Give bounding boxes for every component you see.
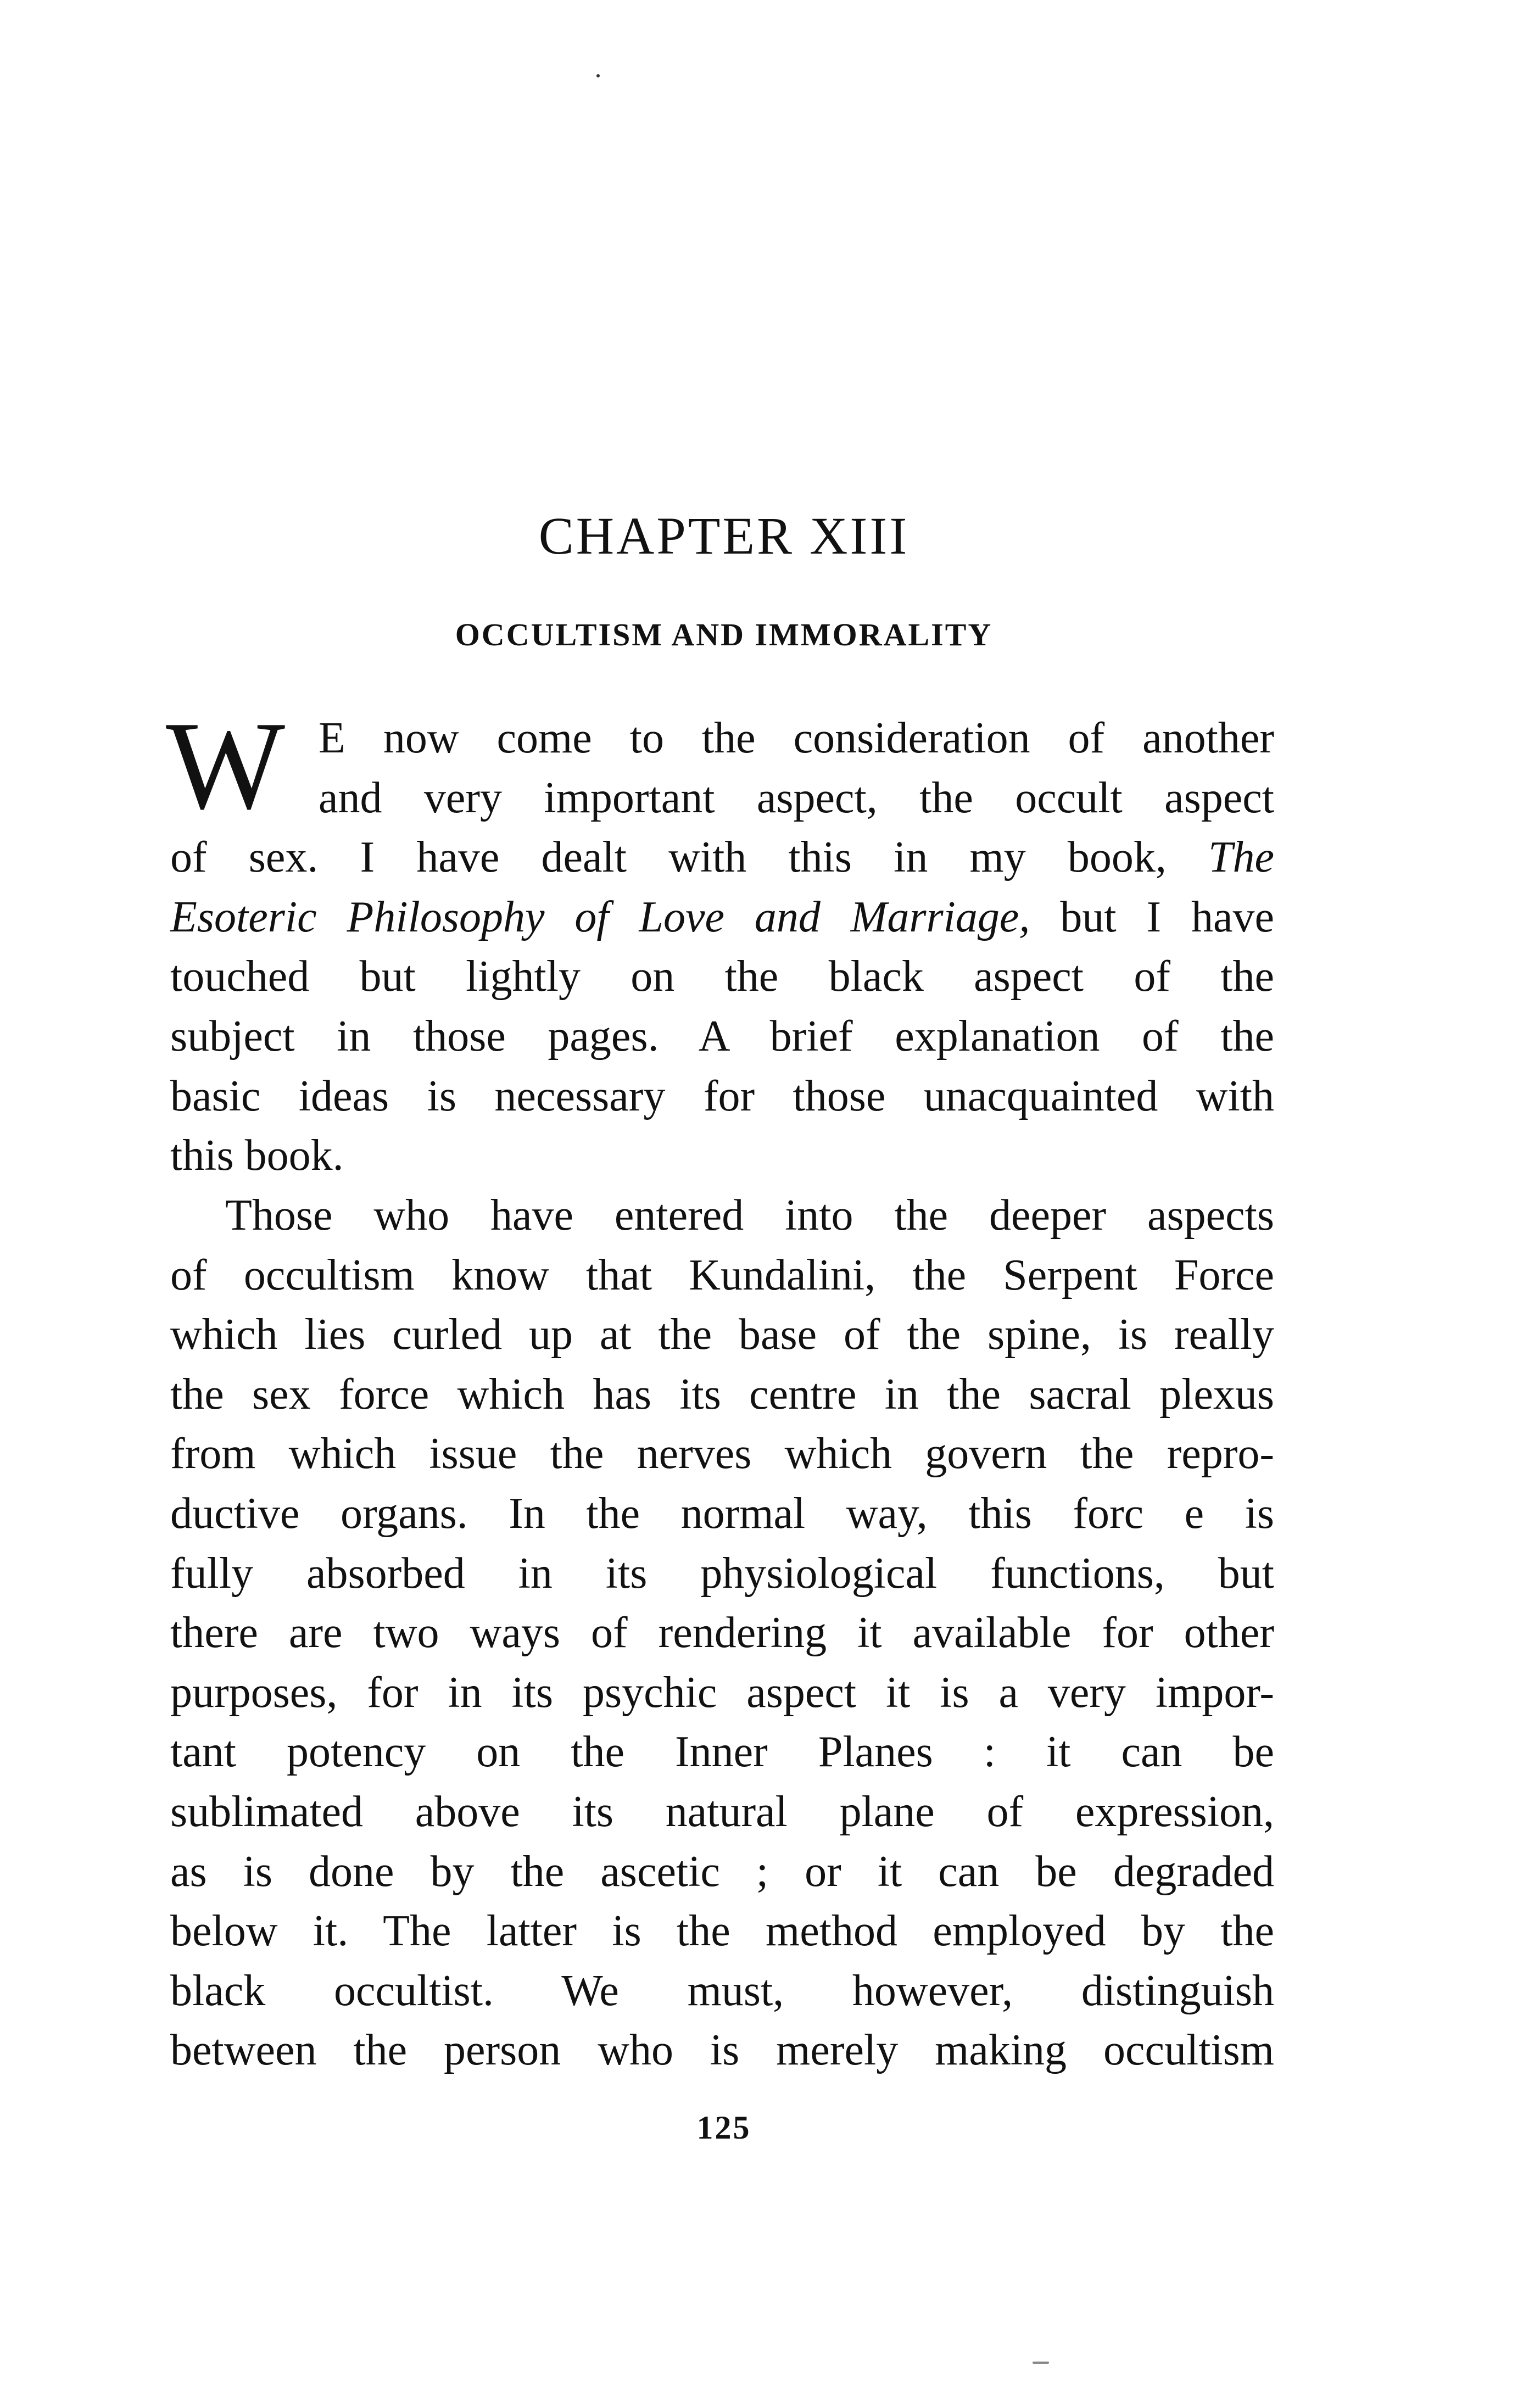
text-line: fully absorbed in its physiological functions, but — [170, 1549, 1274, 1598]
text-line: as is done by the ascetic ; or it can be degraded — [170, 1847, 1274, 1896]
text-line: ductive organs. In the normal way, this forc e is — [170, 1489, 1274, 1538]
text-line: Those who have entered into the deeper aspects — [225, 1191, 1274, 1240]
text-line: sublimated above its natural plane of expression, — [170, 1787, 1274, 1836]
text-line: the sex force which has its centre in the sacral plexus — [170, 1370, 1274, 1419]
chapter-subtitle: OCCULTISM AND IMMORALITY — [455, 617, 993, 652]
page-number: 125 — [696, 2109, 751, 2146]
print-speck — [1033, 2362, 1049, 2364]
paragraph-1 — [166, 695, 1275, 1186]
text-line: tant potency on the Inner Planes : it can be — [170, 1728, 1274, 1777]
text-line: this book. — [170, 1131, 344, 1180]
text-line: which lies curled up at the base of the spine, is really — [170, 1310, 1274, 1359]
text-line: purposes, for in its psychic aspect it is a very impor- — [170, 1668, 1274, 1717]
text-line: between the person who is merely making occultism — [170, 2026, 1274, 2075]
text-line: basic ideas is necessary for those unacquainted with — [170, 1071, 1274, 1120]
text-line: from which issue the nerves which govern the repro- — [170, 1430, 1274, 1478]
text-line — [170, 828, 1274, 888]
text-line — [170, 888, 1274, 947]
book-title-italic: Esoteric Philosophy of Love and Marriage, — [170, 892, 1030, 941]
text-line: black occultist. We must, however, distinguish — [170, 1966, 1274, 2015]
drop-cap: W — [166, 695, 286, 835]
book-title-italic: The — [1208, 833, 1275, 882]
text-line: of occultism know that Kundalini, the Serpent Force — [170, 1251, 1274, 1299]
text-line: there are two ways of rendering it available for other — [170, 1609, 1274, 1657]
text-segment: but I have — [1060, 892, 1275, 941]
text-line: below it. The latter is the method employed by the — [170, 1907, 1274, 1956]
text-line: E now come to the consideration of another — [319, 714, 1274, 762]
text-segment: of sex. I have dealt with this in my book, — [170, 833, 1167, 882]
text-line: touched but lightly on the black aspect of the — [170, 952, 1274, 1001]
paragraph-2 — [170, 1186, 1274, 2080]
text-line: subject in those pages. A brief explanation of the — [170, 1012, 1274, 1061]
chapter-title: CHAPTER XIII — [538, 506, 910, 565]
print-speck — [596, 74, 600, 77]
text-line: and very important aspect, the occult aspect — [319, 773, 1274, 822]
